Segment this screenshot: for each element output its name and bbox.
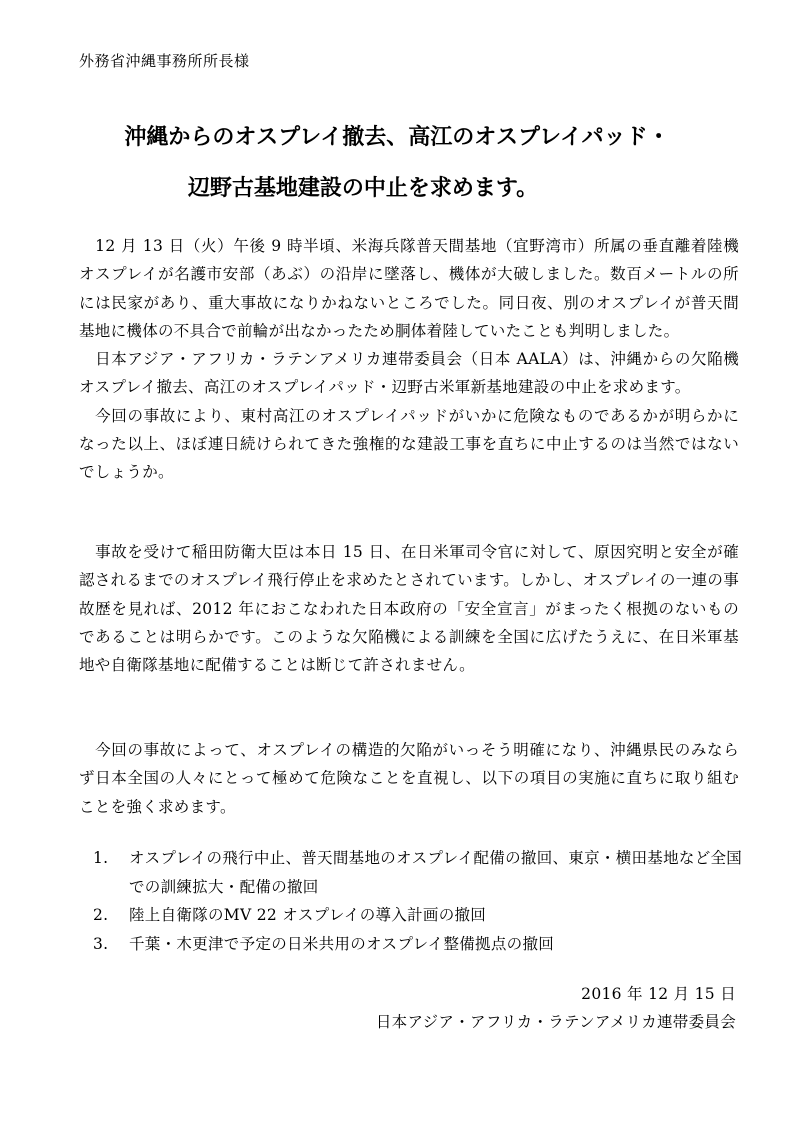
list-text: 千葉・木更津で予定の日米共用のオスプレイ整備拠点の撤回: [129, 934, 555, 953]
list-text: 陸上自衛隊のMV 22 オスプレイの導入計画の撤回: [129, 906, 487, 924]
addressee: 外務省沖縄事務所所長様: [79, 52, 250, 70]
list-item: [93, 901, 743, 930]
paragraph-safety: 事故を受けて稲田防衛大臣は本日 15 日、在日米軍司令官に対して、原因究明と安全が確認されるまでのオスプレイ飛行停止を求めたとされています。しかし、オスプレイの一連の事故歴を見れば、2012 年におこなわれた日本政府の「安全宣言」がまったく根拠のないものであることは明らかです。このような欠陥機による訓練を全国に広げたうえに、在日米軍基地や自衛隊基地に配備することは断じて許されません。: [79, 543, 739, 675]
body-section-2: [79, 538, 739, 679]
list-number: 3.: [93, 934, 109, 953]
list-item: [93, 930, 743, 959]
document-date: 2016 年 12 月 15 日: [581, 985, 736, 1003]
paragraph-incident: 12 月 13 日（火）午後 9 時半頃、米海兵隊普天間基地（宜野湾市）所属の垂直離着陸機オスプレイが名護市安部（あぶ）の沿岸に墜落し、機体が大破しました。数百メートルの所には民家があり、重大事故になりかねないところでした。同日夜、別のオスプレイが普天間基地に機体の不具合で前輪が出なかったため胴体着陸していたことも判明しました。: [79, 237, 739, 340]
paragraph-takae: 今回の事故により、東村高江のオスプレイパッドがいかに危険なものであるかが明らかになった以上、ほぼ連日続けられてきた強権的な建設工事を直ちに中止するのは当然ではないでしょうか。: [79, 406, 739, 482]
signatory-organization: 日本アジア・アフリカ・ラテンアメリカ連帯委員会: [375, 1013, 736, 1031]
body-section-3: [79, 736, 739, 821]
paragraph-demand-statement: 日本アジア・アフリカ・ラテンアメリカ連帯委員会（日本 AALA）は、沖縄からの欠陥機オスプレイ撤去、高江のオスプレイパッド・辺野古米軍新基地建設の中止を求めます。: [79, 350, 739, 397]
list-item: [93, 844, 743, 901]
title-line-2: 辺野古基地建設の中止を求めます。: [187, 175, 539, 201]
list-number: 1.: [93, 849, 109, 867]
list-text: オスプレイの飛行中止、普天間基地のオスプレイ配備の撤回、東京・横田基地など全国での訓練拡大・配備の撤回: [129, 849, 743, 896]
list-number: 2.: [93, 906, 109, 924]
demand-list: [93, 844, 743, 958]
paragraph-request: 今回の事故によって、オスプレイの構造的欠陥がいっそう明確になり、沖縄県民のみならず日本全国の人々にとって極めて危険なことを直視し、以下の項目の実施に直ちに取り組むことを強く求めます。: [79, 741, 739, 816]
body-section-1: [79, 232, 739, 487]
title-line-1: 沖縄からのオスプレイ撤去、高江のオスプレイパッド・: [124, 124, 670, 150]
